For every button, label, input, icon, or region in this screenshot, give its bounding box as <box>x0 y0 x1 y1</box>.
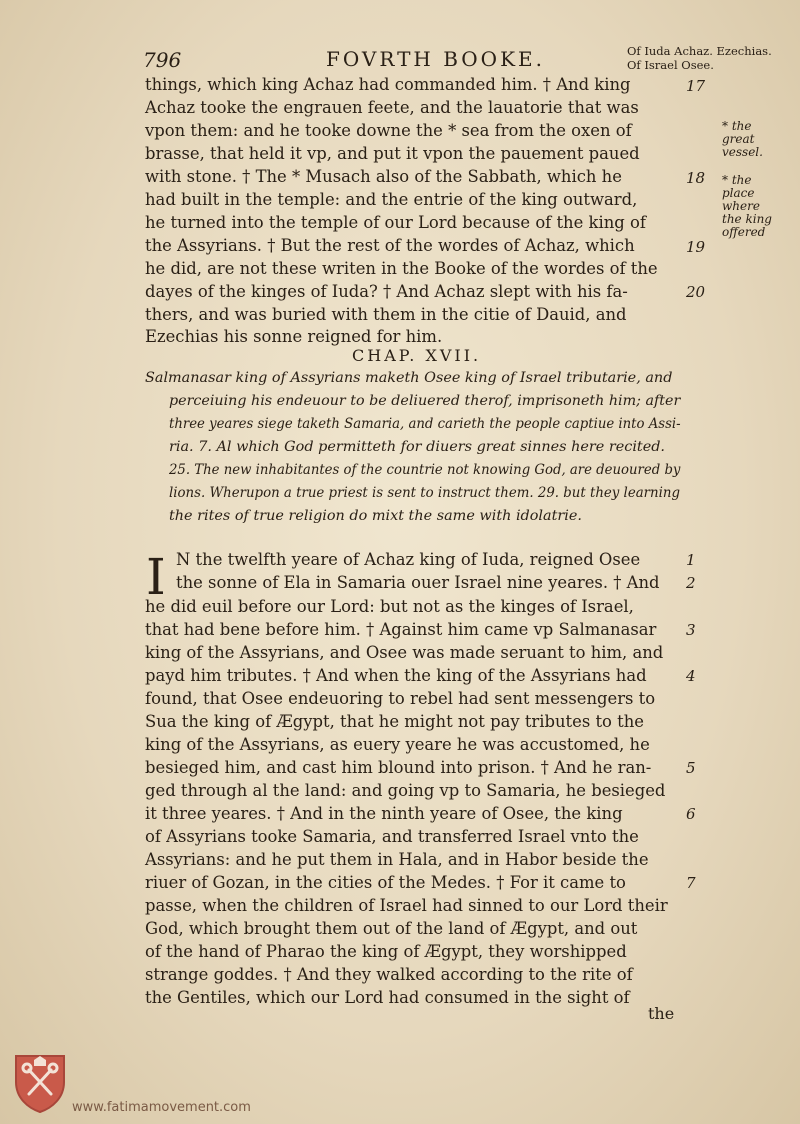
text-line: brasse, that held it vp, and put it vpon the pauement paued <box>145 144 640 163</box>
text-line: riuer of Gozan, in the cities of the Medes. † For it came to <box>145 873 626 892</box>
text-line: with stone. † The * Musach also of the Sabbath, which he <box>145 167 622 186</box>
verse-number: 5 <box>686 759 696 777</box>
text-line: it three yeares. † And in the ninth yeare of Osee, the king <box>145 804 623 823</box>
summary-line: 25. The new inhabitantes of the countrie not knowing God, are deuoured by <box>169 462 681 478</box>
text-line: passe, when the children of Israel had sinned to our Lord their <box>145 896 668 915</box>
text-line: thers, and was buried with them in the citie of Dauid, and <box>145 305 627 324</box>
running-head-line: Of Israel Osee. <box>627 58 714 72</box>
text-line: God, which brought them out of the land of Ægypt, and out <box>145 919 638 938</box>
text-line: N the twelfth yeare of Achaz king of Iuda, reigned Osee <box>176 550 641 569</box>
verse-number: 17 <box>686 77 706 95</box>
fatima-movement-logo <box>12 1052 68 1114</box>
chapter-heading: CHAP. XVII. <box>352 346 482 365</box>
text-line: strange goddes. † And they walked according to the rite of <box>145 965 633 984</box>
verse-number: 2 <box>686 574 696 592</box>
verse-number: 20 <box>686 283 706 301</box>
text-line: king of the Assyrians, and Osee was made seruant to him, and <box>145 643 664 662</box>
text-line: dayes of the kinges of Iuda? † And Achaz slept with his fa- <box>145 282 628 301</box>
text-line: Ezechias his sonne reigned for him. <box>145 327 443 346</box>
text-line: king of the Assyrians, as euery yeare he was accustomed, he <box>145 735 650 754</box>
summary-line: lions. Wherupon a true priest is sent to instruct them. 29. but they learning <box>169 485 680 501</box>
book-title: FOVRTH BOOKE. <box>326 47 545 71</box>
summary-line: the rites of true religion do mixt the same with idolatrie. <box>169 508 582 524</box>
text-line: things, which king Achaz had commanded him. † And king <box>145 75 631 94</box>
verse-number: 3 <box>686 621 696 639</box>
running-head <box>627 44 772 72</box>
text-line: he turned into the temple of our Lord because of the king of <box>145 213 646 232</box>
text-line: Sua the king of Ægypt, that he might not pay tributes to the <box>145 712 644 731</box>
summary-line: three yeares siege taketh Samaria, and carieth the people captiue into Assi- <box>169 416 681 432</box>
footer-url[interactable]: www.fatimamovement.com <box>72 1100 251 1115</box>
text-line: besieged him, and cast him blound into prison. † And he ran- <box>145 758 652 777</box>
verse-number: 18 <box>686 169 706 187</box>
text-line: Achaz tooke the engrauen feete, and the lauatorie that was <box>145 98 639 117</box>
verse-number: 19 <box>686 238 706 256</box>
text-line: that had bene before him. † Against him came vp Salmanasar <box>145 620 657 639</box>
catchword: the <box>648 1004 675 1023</box>
text-line: the Gentiles, which our Lord had consumed in the sight of <box>145 988 630 1007</box>
verse-number: 1 <box>686 551 696 569</box>
text-line: of Assyrians tooke Samaria, and transferred Israel vnto the <box>145 827 639 846</box>
verse-number: 6 <box>686 805 696 823</box>
text-line: found, that Osee endeuoring to rebel had sent messengers to <box>145 689 656 708</box>
margin-note: * the place where the king offered <box>722 173 772 239</box>
running-head-line: Of Iuda Achaz. Ezechias. <box>627 44 772 58</box>
text-line: Assyrians: and he put them in Hala, and in Habor beside the <box>145 850 649 869</box>
text-line: had built in the temple: and the entrie of the king outward, <box>145 190 638 209</box>
text-line: payd him tributes. † And when the king of the Assyrians had <box>145 666 647 685</box>
page-number: 796 <box>143 48 182 72</box>
text-line: he did, are not these writen in the Booke of the wordes of the <box>145 259 658 278</box>
drop-cap: I <box>146 548 166 606</box>
text-line: the sonne of Ela in Samaria ouer Israel nine yeares. † And <box>176 573 660 592</box>
text-line: ged through al the land: and going vp to Samaria, he besieged <box>145 781 666 800</box>
summary-line: perceiuing his endeuour to be deliuered therof, imprisoneth him; after <box>169 393 681 409</box>
verse-number: 7 <box>686 874 696 892</box>
text-line: the Assyrians. † But the rest of the wordes of Achaz, which <box>145 236 635 255</box>
summary-line: Salmanasar king of Assyrians maketh Osee king of Israel tributarie, and <box>145 370 673 386</box>
text-line: vpon them: and he tooke downe the * sea from the oxen of <box>145 121 632 140</box>
text-line: of the hand of Pharao the king of Ægypt, they worshipped <box>145 942 627 961</box>
verse-number: 4 <box>686 667 696 685</box>
margin-note: * the great vessel. <box>722 119 763 159</box>
summary-line: ria. 7. Al which God permitteth for diuers great sinnes here recited. <box>169 439 666 455</box>
text-line: he did euil before our Lord: but not as the kinges of Israel, <box>145 597 634 616</box>
